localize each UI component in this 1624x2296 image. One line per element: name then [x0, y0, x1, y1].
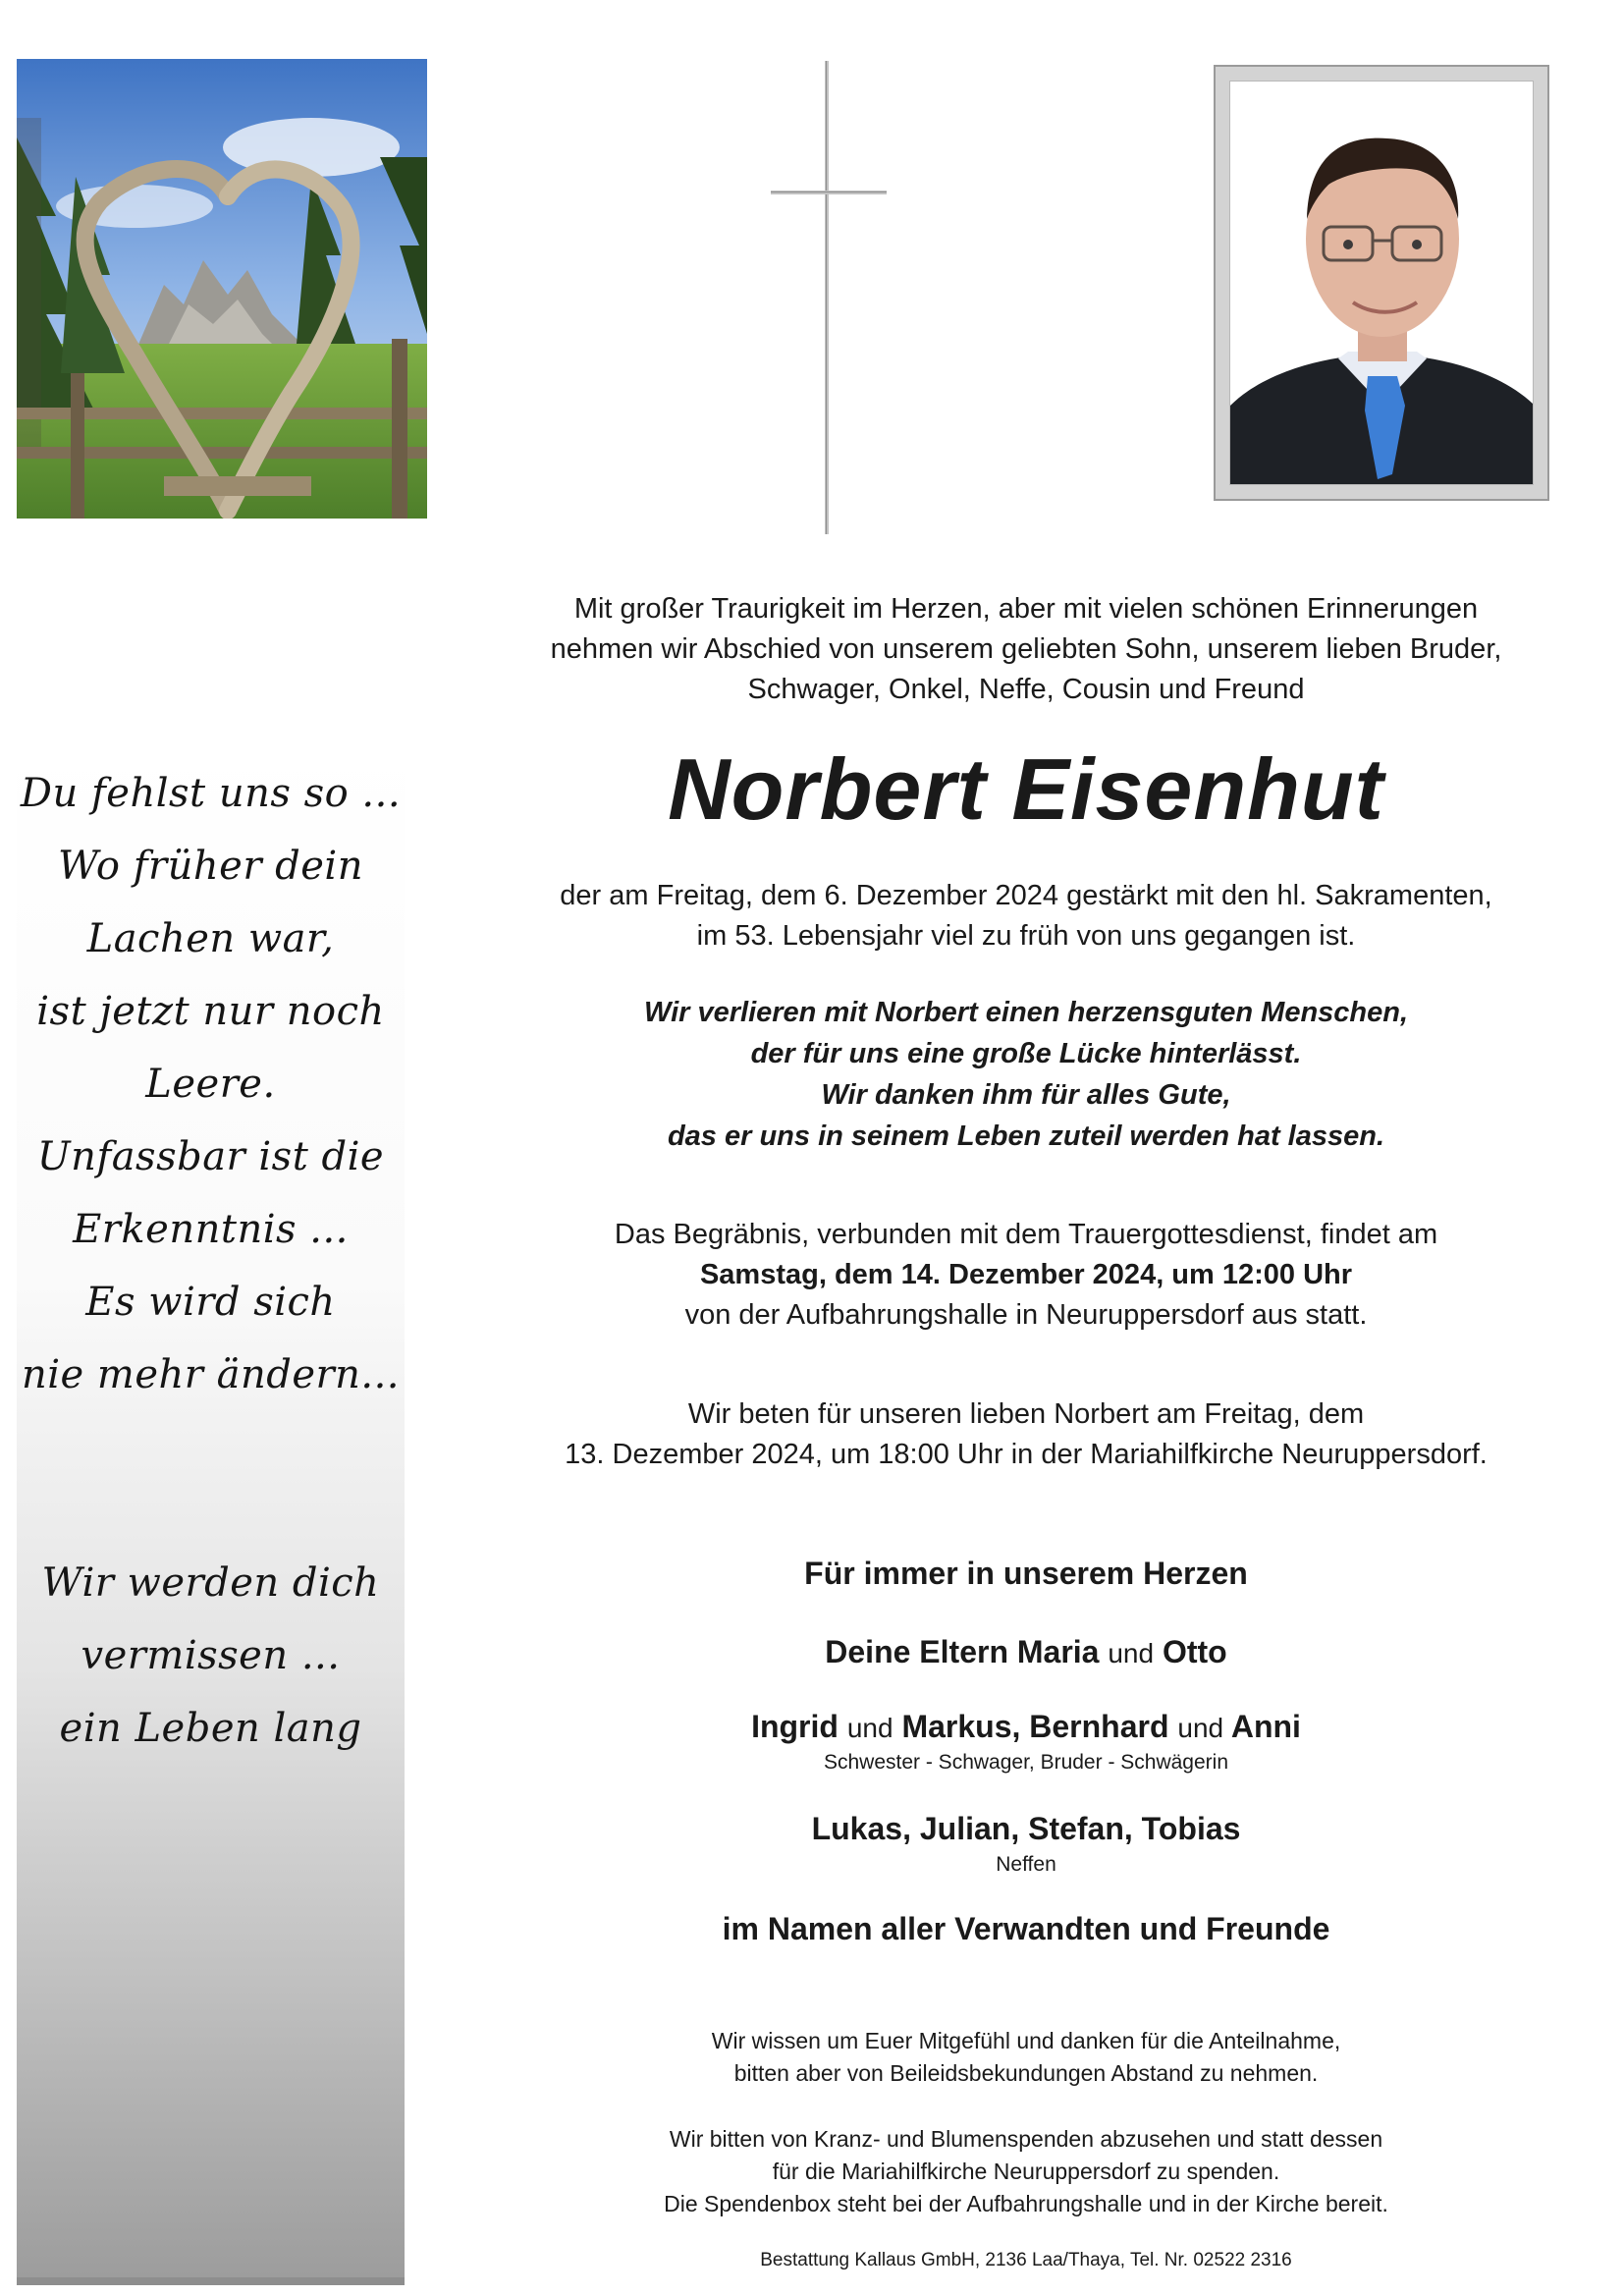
- deceased-name: Norbert Eisenhut: [668, 740, 1384, 838]
- poem-stanza-1: [17, 757, 405, 1411]
- portrait-image: [1230, 82, 1534, 485]
- family-parents: [491, 1630, 1561, 1675]
- heart-landscape-image: [17, 59, 427, 519]
- nephews-relation: Neffen: [996, 1853, 1056, 1876]
- intro-text: [491, 589, 1561, 710]
- note-line: Wir wissen um Euer Mitgefühl und danken für die Anteilnahme,: [711, 2028, 1341, 2053]
- note-line: für die Mariahilfkirche Neuruppersdorf zu spenden.: [772, 2159, 1280, 2184]
- donation-note: [491, 2123, 1561, 2220]
- poem-sidebar: [17, 741, 405, 2285]
- conjunction: und: [1177, 1713, 1224, 1743]
- siblings-relation: Schwester - Schwager, Bruder - Schwägerin: [823, 1751, 1228, 1774]
- funeral-line: Das Begräbnis, verbunden mit dem Trauergottesdienst, findet am: [614, 1219, 1438, 1250]
- death-line: der am Freitag, dem 6. Dezember 2024 gestärkt mit den hl. Sakramenten,: [560, 880, 1492, 911]
- tribute-text: [491, 992, 1561, 1157]
- tribute-line: Wir verlieren mit Norbert einen herzensguten Menschen,: [643, 997, 1409, 1028]
- family-heading: Für immer in unserem Herzen: [804, 1556, 1248, 1591]
- poem-line: Lachen war,: [86, 916, 335, 961]
- prayer-line: 13. Dezember 2024, um 18:00 Uhr in der Mariahilfkirche Neuruppersdorf.: [565, 1439, 1488, 1470]
- death-line: im 53. Lebensjahr viel zu früh von uns gegangen ist.: [696, 920, 1356, 952]
- portrait-photo: [1229, 81, 1534, 485]
- poem-line: ist jetzt nur noch: [36, 989, 385, 1034]
- poem-line: nie mehr ändern...: [21, 1352, 401, 1397]
- poem-line: ein Leben lang: [59, 1706, 362, 1751]
- note-line: Die Spendenbox steht bei der Aufbahrungshalle und in der Kirche bereit.: [664, 2191, 1388, 2216]
- family-closing: im Namen aller Verwandten und Freunde: [722, 1911, 1330, 1946]
- family-siblings: [491, 1705, 1561, 1750]
- poem-line: Unfassbar ist die: [36, 1134, 385, 1179]
- poem-line: Erkenntnis ...: [73, 1207, 349, 1252]
- intro-line: Mit großer Traurigkeit im Herzen, aber mit vielen schönen Erinnerungen: [573, 593, 1479, 625]
- intro-line: Schwager, Onkel, Neffe, Cousin und Freund: [747, 674, 1305, 705]
- parents-name: Otto: [1162, 1634, 1227, 1669]
- intro-line: nehmen wir Abschied von unserem geliebten Sohn, unserem lieben Bruder,: [550, 633, 1502, 665]
- funeral-date: Samstag, dem 14. Dezember 2024, um 12:00 Uhr: [699, 1259, 1353, 1290]
- tribute-line: der für uns eine große Lücke hinterlässt.: [750, 1038, 1302, 1069]
- conjunction: und: [846, 1713, 893, 1743]
- poem-stanza-2: [17, 1547, 405, 1765]
- funeral-info: [491, 1215, 1561, 1336]
- tribute-line: Wir danken ihm für alles Gute,: [821, 1079, 1231, 1111]
- poem-line: Leere.: [145, 1062, 276, 1107]
- condolence-note: [491, 2025, 1561, 2090]
- portrait-frame: [1214, 65, 1549, 501]
- family-nephews: Lukas, Julian, Stefan, Tobias: [811, 1811, 1241, 1846]
- poem-line: Es wird sich: [85, 1280, 336, 1325]
- sibling-name: Ingrid: [751, 1709, 839, 1744]
- undertaker-footer: Bestattung Kallaus GmbH, 2136 Laa/Thaya, Tel. Nr. 02522 2316: [760, 2250, 1292, 2270]
- note-line: bitten aber von Beileidsbekundungen Abstand zu nehmen.: [733, 2060, 1319, 2086]
- heart-landscape-photo: [17, 59, 427, 519]
- cross-symbol: [746, 61, 903, 534]
- poem-line: Du fehlst uns so ...: [20, 771, 402, 816]
- prayer-info: [491, 1394, 1561, 1475]
- sibling-name: Anni: [1230, 1709, 1301, 1744]
- prayer-line: Wir beten für unseren lieben Norbert am Freitag, dem: [687, 1398, 1365, 1430]
- sibling-name: Markus, Bernhard: [901, 1709, 1169, 1744]
- death-info: [491, 876, 1561, 957]
- poem-line: vermissen ...: [81, 1633, 341, 1678]
- funeral-line: von der Aufbahrungshalle in Neuruppersdorf aus statt.: [684, 1299, 1368, 1331]
- tribute-line: das er uns in seinem Leben zuteil werden hat lassen.: [667, 1121, 1385, 1152]
- note-line: Wir bitten von Kranz- und Blumenspenden abzusehen und statt dessen: [669, 2126, 1383, 2152]
- cross-icon: [746, 61, 903, 534]
- conjunction: und: [1108, 1638, 1155, 1668]
- parents-name: Deine Eltern Maria: [825, 1634, 1100, 1669]
- poem-line: Wo früher dein: [58, 844, 363, 889]
- poem-line: Wir werden dich: [41, 1560, 380, 1606]
